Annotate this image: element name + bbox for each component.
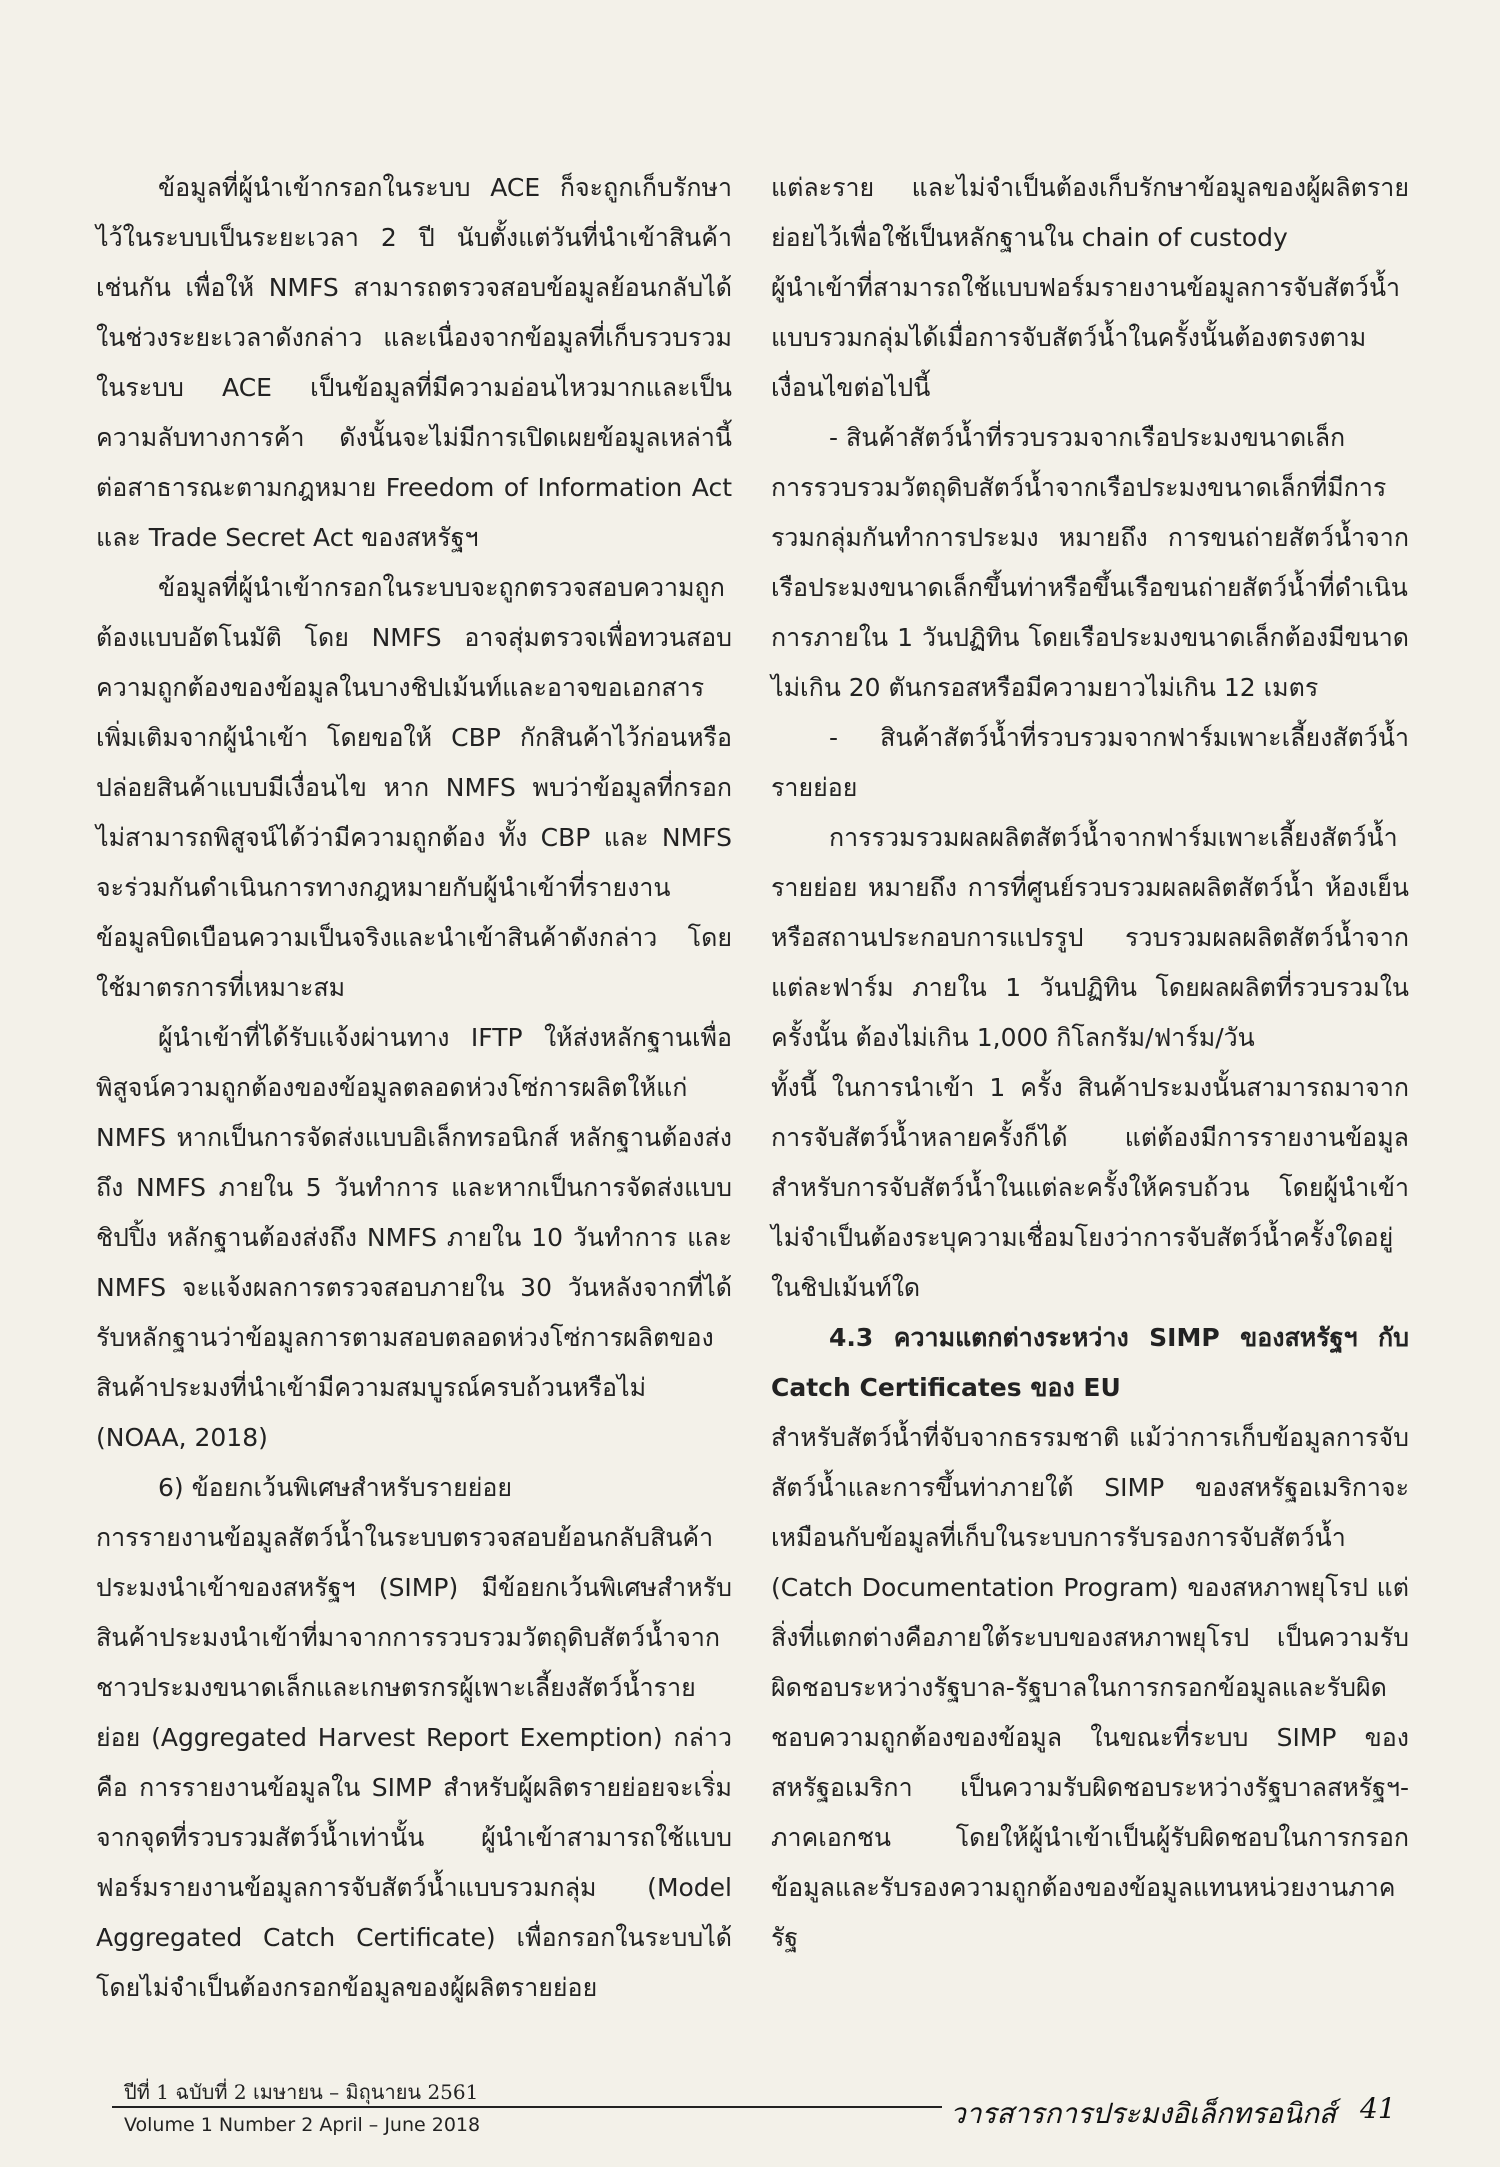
paragraph-small-vessel-definition: การรวบรวมวัตถุดิบสัตว์น้ำจากเรือประมงขนาดเล็กที่มีการรวมกลุ่มกันทำการประมง หมายถึง การขนถ่ายสัตว์น้ำจากเรือประมงขนาดเล็กขึ้นท่าหรือขึ้นเรือขนถ่ายสัตว์น้ำที่ดำเนินการภายใน 1 วันปฏิทิน โดยเรือประมงขนาดเล็กต้องมีขนาดไม่เกิน 20 ตันกรอสหรือมีความยาวไม่เกิน 12 เมตร [771,473,1409,702]
paragraph-conditions-intro: ผู้นำเข้าที่สามารถใช้แบบฟอร์มรายงานข้อมูลการจับสัตว์น้ำแบบรวมกลุ่มได้เมื่อการจับสัตว์น้ำในครั้งนั้นต้องตรงตามเงื่อนไขต่อไปนี้ [771,273,1401,402]
bullet-small-farms: - สินค้าสัตว์น้ำที่รวบรวมจากฟาร์มเพาะเลี้ยงสัตว์น้ำรายย่อย [771,723,1409,802]
footer-issue-thai: ปีที่ 1 ฉบับที่ 2 เมษายน – มิถุนายน 2561 [124,2080,479,2104]
paragraph-multiple-catches: ทั้งนี้ ในการนำเข้า 1 ครั้ง สินค้าประมงนั้นสามารถมาจากการจับสัตว์น้ำหลายครั้งก็ได้ แต่ต้องมีการรายงานข้อมูลสำหรับการจับสัตว์น้ำในแต่ละครั้งให้ครบถ้วน โดยผู้นำเข้าไม่จำเป็นต้องระบุความเชื่อมโยงว่าการจับสัตว์น้ำครั้งใดอยู่ในชิปเม้นท์ใด [771,1073,1409,1302]
footer-issue-english: Volume 1 Number 2 April – June 2018 [124,2114,481,2136]
footer-divider [112,2106,942,2108]
page-number: 41 [1360,2092,1396,2125]
left-column [96,163,732,2013]
paragraph-ace-retention: ข้อมูลที่ผู้นำเข้ากรอกในระบบ ACE ก็จะถูกเก็บรักษาไว้ในระบบเป็นระยะเวลา 2 ปี นับตั้งแต่วันที่นำเข้าสินค้าเช่นกัน เพื่อให้ NMFS สามารถตรวจสอบข้อมูลย้อนกลับได้ในช่วงระยะเวลาดังกล่าว และเนื่องจากข้อมูลที่เก็บรวบรวมในระบบ ACE เป็นข้อมูลที่มีความอ่อนไหวมากและเป็นความลับทางการค้า ดังนั้นจะไม่มีการเปิดเผยข้อมูลเหล่านี้ต่อสาธารณะตามกฎหมาย Freedom of Information Act และ Trade Secret Act ของสหรัฐฯ [96,173,732,552]
section-heading-4-3: 4.3 ความแตกต่างระหว่าง SIMP ของสหรัฐฯ กับ Catch Certificates ของ EU [771,1323,1409,1402]
paragraph-iftp-evidence: ผู้นำเข้าที่ได้รับแจ้งผ่านทาง IFTP ให้ส่งหลักฐานเพื่อพิสูจน์ความถูกต้องของข้อมูลตลอดห่วงโซ่การผลิตให้แก่ NMFS หากเป็นการจัดส่งแบบอิเล็กทรอนิกส์ หลักฐานต้องส่งถึง NMFS ภายใน 5 วันทำการ และหากเป็นการจัดส่งแบบชิปปิ้ง หลักฐานต้องส่งถึง NMFS ภายใน 10 วันทำการ และ NMFS จะแจ้งผลการตรวจสอบภายใน 30 วันหลังจากที่ได้รับหลักฐานว่าข้อมูลการตามสอบตลอดห่วงโซ่การผลิตของสินค้าประมงที่นำเข้ามีความสมบูรณ์ครบถ้วนหรือไม่ (NOAA, 2018) [96,1023,732,1452]
paragraph-verification: ข้อมูลที่ผู้นำเข้ากรอกในระบบจะถูกตรวจสอบความถูกต้องแบบอัตโนมัติ โดย NMFS อาจสุ่มตรวจเพื่อทวนสอบความถูกต้องของข้อมูลในบางชิปเม้นท์และอาจขอเอกสารเพิ่มเติมจากผู้นำเข้า โดยขอให้ CBP กักสินค้าไว้ก่อนหรือปล่อยสินค้าแบบมีเงื่อนไข หาก NMFS พบว่าข้อมูลที่กรอกไม่สามารถพิสูจน์ได้ว่ามีความถูกต้อง ทั้ง CBP และ NMFS จะร่วมกันดำเนินการทางกฎหมายกับผู้นำเข้าที่รายงานข้อมูลบิดเบือนความเป็นจริงและนำเข้าสินค้าดังกล่าว โดยใช้มาตรการที่เหมาะสม [96,573,732,1002]
paragraph-small-farm-definition: การรวมรวมผลผลิตสัตว์น้ำจากฟาร์มเพาะเลี้ยงสัตว์น้ำรายย่อย หมายถึง การที่ศูนย์รวบรวมผลผลิตสัตว์น้ำ ห้องเย็น หรือสถานประกอบการแปรรูป รวบรวมผลผลิตสัตว์น้ำจากแต่ละฟาร์ม ภายใน 1 วันปฏิทิน โดยผลผลิตที่รวบรวมในครั้งนั้น ต้องไม่เกิน 1,000 กิโลกรัม/ฟาร์ม/วัน [771,823,1409,1052]
paragraph-aggregated-exemption: การรายงานข้อมูลสัตว์น้ำในระบบตรวจสอบย้อนกลับสินค้าประมงนำเข้าของสหรัฐฯ (SIMP) มีข้อยกเว้นพิเศษสำหรับสินค้าประมงนำเข้าที่มาจากการรวบรวมวัตถุดิบสัตว์น้ำจากชาวประมงขนาดเล็กและเกษตรกรผู้เพาะเลี้ยงสัตว์น้ำรายย่อย (Aggregated Harvest Report Exemption) กล่าวคือ การรายงานข้อมูลใน SIMP สำหรับผู้ผลิตรายย่อยจะเริ่มจากจุดที่รวบรวมสัตว์น้ำเท่านั้น ผู้นำเข้าสามารถใช้แบบฟอร์มรายงานข้อมูลการจับสัตว์น้ำแบบรวมกลุ่ม (Model Aggregated Catch Certificate) เพื่อกรอกในระบบได้ โดยไม่จำเป็นต้องกรอกข้อมูลของผู้ผลิตรายย่อย [96,1523,732,2002]
footer-journal-name: วารสารการประมงอิเล็กทรอนิกส์ [950,2097,1337,2130]
paragraph-simp-vs-eu: สำหรับสัตว์น้ำที่จับจากธรรมชาติ แม้ว่าการเก็บข้อมูลการจับสัตว์น้ำและการขึ้นท่าภายใต้ SIMP ของสหรัฐอเมริกาจะเหมือนกับข้อมูลที่เก็บในระบบการรับรองการจับสัตว์น้ำ (Catch Documentation Program) ของสหภาพยุโรป แต่สิ่งที่แตกต่างคือภายใต้ระบบของสหภาพยุโรป เป็นความรับผิดชอบระหว่างรัฐบาล-รัฐบาลในการกรอกข้อมูลและรับผิดชอบความถูกต้องของข้อมูล ในขณะที่ระบบ SIMP ของสหรัฐอเมริกา เป็นความรับผิดชอบระหว่างรัฐบาลสหรัฐฯ-ภาคเอกชน โดยให้ผู้นำเข้าเป็นผู้รับผิดชอบในการกรอกข้อมูลและรับรองความถูกต้องของข้อมูลแทนหน่วยงานภาครัฐ [771,1423,1409,1952]
subheading-small-producer-exemption: 6) ข้อยกเว้นพิเศษสำหรับรายย่อย [158,1473,513,1502]
paragraph-chain-of-custody: แต่ละราย และไม่จำเป็นต้องเก็บรักษาข้อมูลของผู้ผลิตรายย่อยไว้เพื่อใช้เป็นหลักฐานใน chain of custody [771,173,1409,252]
bullet-small-vessels: - สินค้าสัตว์น้ำที่รวบรวมจากเรือประมงขนาดเล็ก [829,423,1346,452]
right-column [771,163,1409,1963]
